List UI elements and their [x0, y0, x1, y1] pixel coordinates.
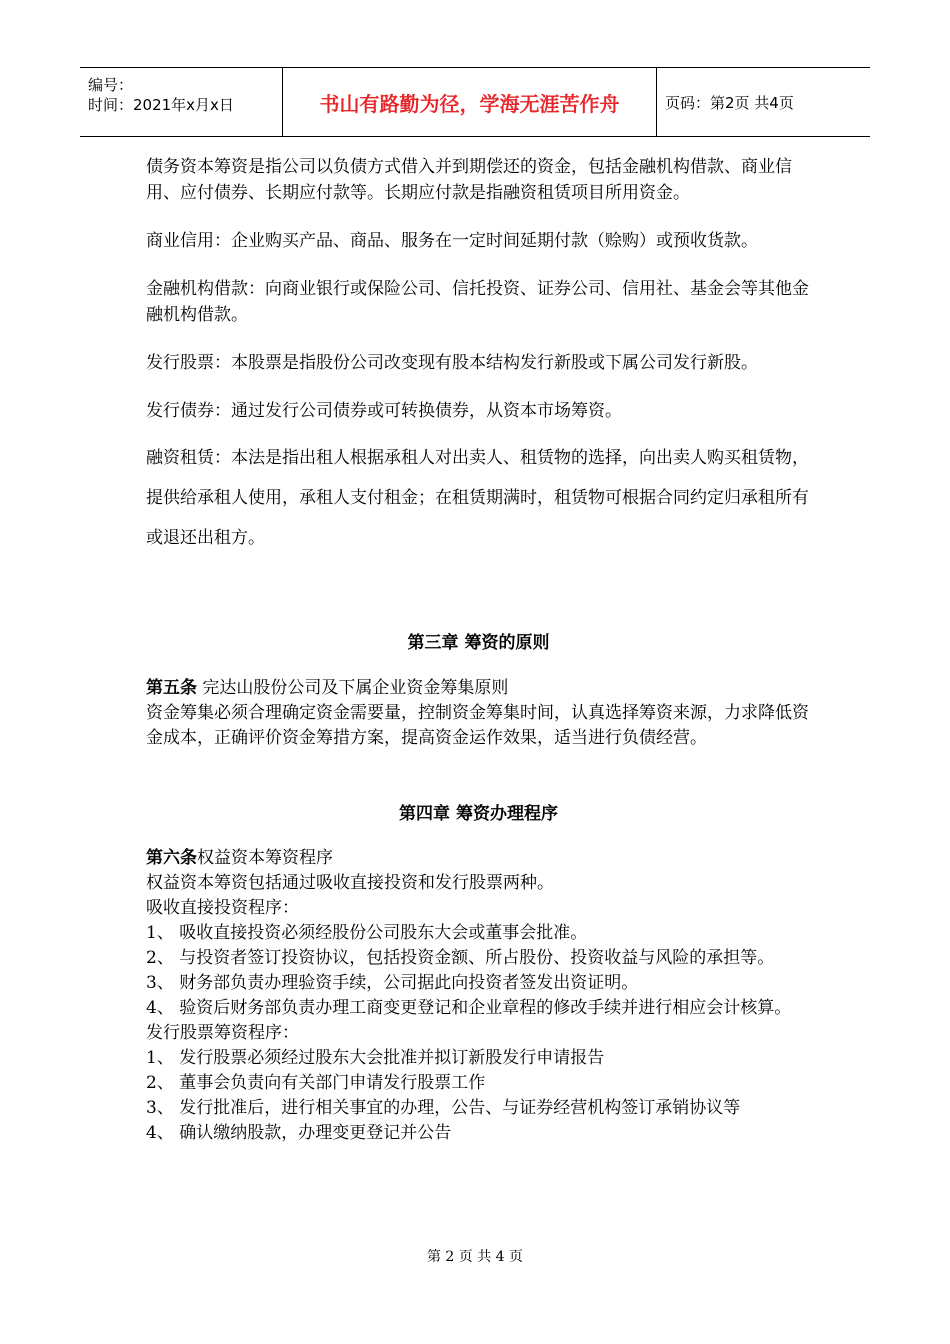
document-number-label: 编号： — [88, 76, 134, 94]
chapter-3-title: 第三章 筹资的原则 — [407, 633, 550, 653]
article-5-label: 第五条 — [146, 678, 197, 698]
list-item: 3、 财务部负责办理验资手续，公司据此向投资者签发出资证明。 — [146, 973, 639, 993]
list-item: 2、 董事会负责向有关部门申请发行股票工作 — [146, 1073, 486, 1093]
article-5-title: 完达山股份公司及下属企业资金筹集原则 — [197, 678, 509, 698]
list-item: 发行股票筹资程序： — [146, 1023, 299, 1043]
article-6-title: 权益资本筹资程序 — [197, 848, 333, 868]
article-6-label: 第六条 — [146, 848, 197, 868]
paragraph-commercial-credit: 商业信用：企业购买产品、商品、服务在一定时间延期付款（赊购）或预收货款。 — [146, 231, 758, 251]
article-5-body: 资金筹集必须合理确定资金需要量，控制资金筹集时间，认真选择筹资来源，力求降低资金成本，正确评价资金筹措方案，提高资金运作效果，适当进行负债经营。 — [146, 703, 809, 748]
chapter-3-content — [146, 676, 811, 751]
paragraph-debt-capital: 债务资本筹资是指公司以负债方式借入并到期偿还的资金，包括金融机构借款、商业信用、应付债券、长期应付款等。长期应付款是指融资租赁项目所用资金。 — [146, 157, 792, 203]
paragraph-bank-loans: 金融机构借款：向商业银行或保险公司、信托投资、证券公司、信用社、基金会等其他金融机构借款。 — [146, 279, 809, 325]
document-time-label: 时间：2021年x月x日 — [88, 96, 234, 114]
paragraph-financial-leasing: 融资租赁：本法是指出租人根据承租人对出卖人、租赁物的选择，向出卖人购买租赁物，提供给承租人使用，承租人支付租金；在租赁期满时，租赁物可根据合同约定归承租所有或退还出租方。 — [146, 448, 809, 548]
list-item: 吸收直接投资程序： — [146, 898, 299, 918]
list-item: 1、 吸收直接投资必须经股份公司股东大会或董事会批准。 — [146, 923, 588, 943]
header-page-label: 页码：第2页 共4页 — [665, 93, 794, 112]
list-item: 3、 发行批准后，进行相关事宜的办理，公告、与证券经营机构签订承销协议等 — [146, 1098, 741, 1118]
list-item: 权益资本筹资包括通过吸收直接投资和发行股票两种。 — [146, 873, 554, 893]
header-meta-cell — [80, 68, 283, 136]
chapter-4-title: 第四章 筹资办理程序 — [399, 804, 558, 824]
list-item: 1、 发行股票必须经过股东大会批准并拟订新股发行申请报告 — [146, 1048, 605, 1068]
list-item: 4、 验资后财务部负责办理工商变更登记和企业章程的修改手续并进行相应会计核算。 — [146, 998, 792, 1018]
article-6-heading — [146, 846, 811, 871]
page-footer: 第 2 页 共 4 页 — [426, 1249, 524, 1265]
paragraph-issue-stock: 发行股票：本股票是指股份公司改变现有股本结构发行新股或下属公司发行新股。 — [146, 353, 758, 373]
body-paragraphs — [146, 154, 811, 558]
paragraph-issue-bonds: 发行债券：通过发行公司债券或可转换债券，从资本市场筹资。 — [146, 401, 622, 421]
document-header — [80, 67, 870, 137]
chapter-4-content — [146, 846, 811, 1146]
header-motto: 书山有路勤为径，学海无涯苦作舟 — [283, 68, 657, 136]
list-item: 4、 确认缴纳股款，办理变更登记并公告 — [146, 1123, 452, 1143]
article-5-heading — [146, 676, 811, 701]
list-item: 2、 与投资者签订投资协议，包括投资金额、所占股份、投资收益与风险的承担等。 — [146, 948, 775, 968]
